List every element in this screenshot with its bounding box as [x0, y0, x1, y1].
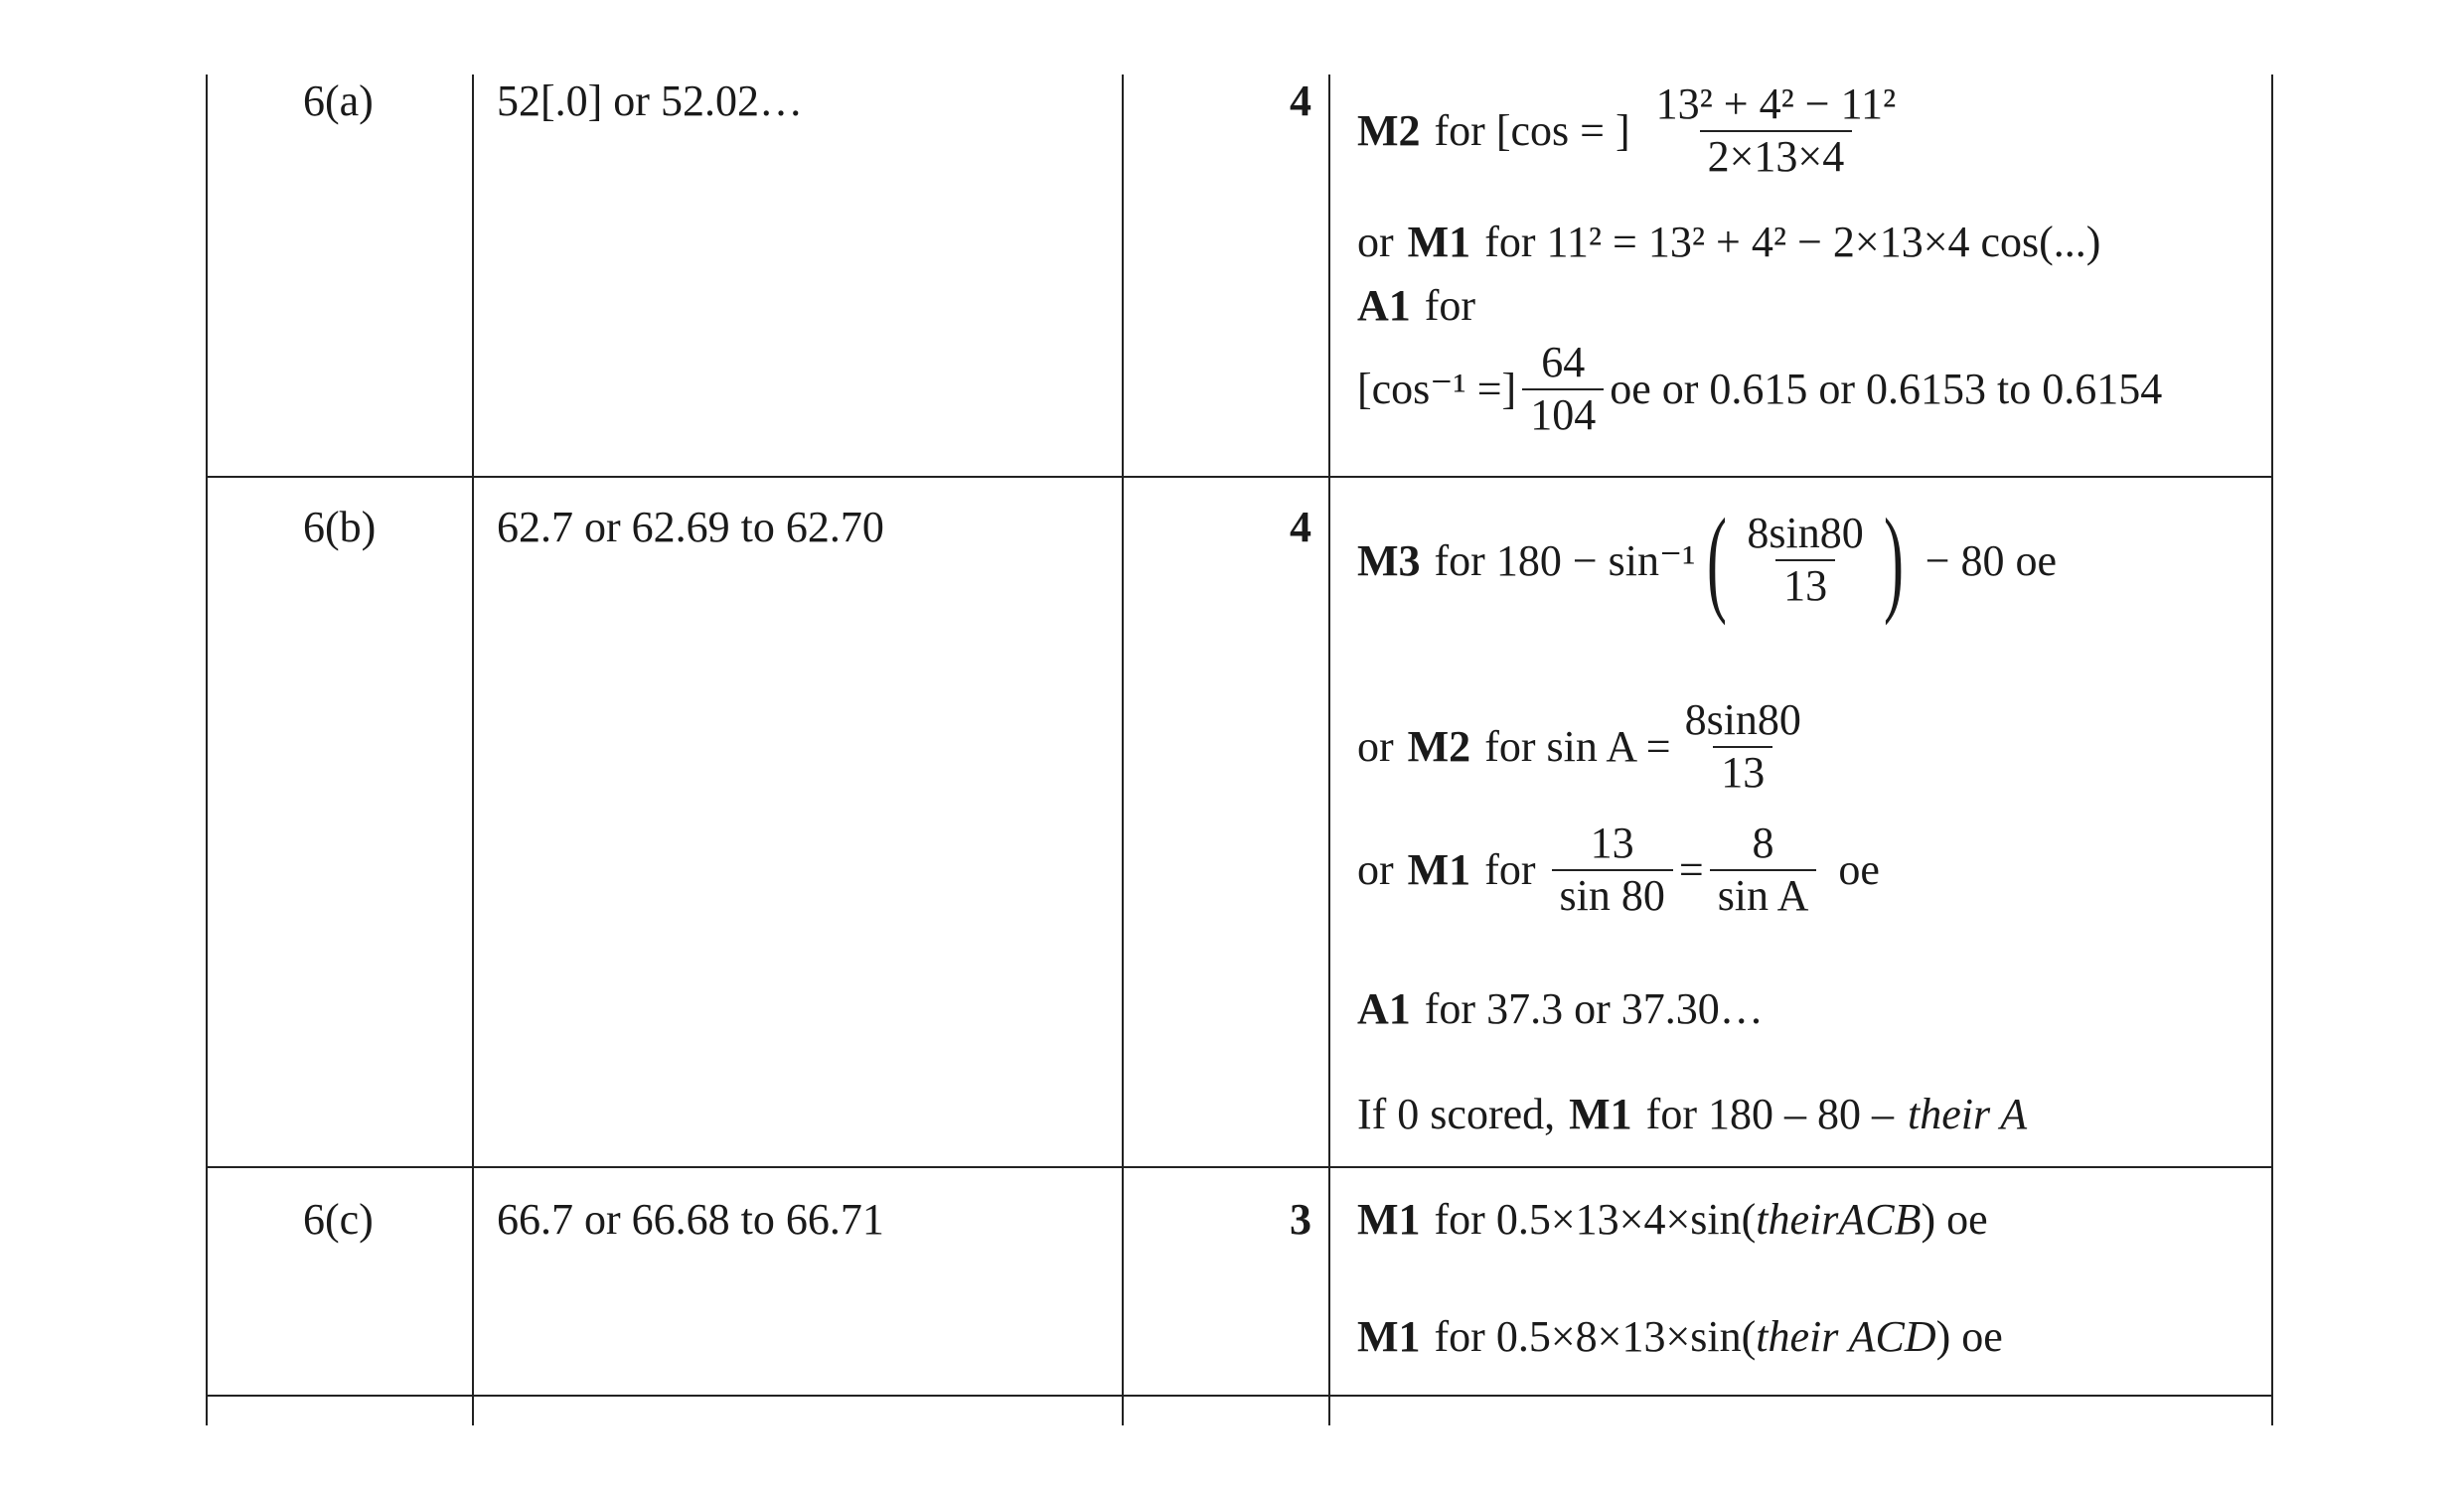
- or-text: or: [1357, 845, 1394, 895]
- guidance-text: ) oe: [1921, 1195, 1988, 1244]
- guidance-text: for 0.5×8×13×sin(: [1434, 1312, 1757, 1361]
- answer: 66.7 or 66.68 to 66.71: [497, 1195, 884, 1244]
- mark-code: M2: [1357, 106, 1421, 156]
- denominator: 2×13×4: [1700, 130, 1853, 183]
- guidance-text: for 11² = 13² + 4² − 2×13×4 cos(...): [1484, 218, 2101, 266]
- numerator: 8: [1752, 819, 1774, 867]
- guidance-text: for 180 − sin⁻¹: [1434, 535, 1696, 585]
- guidance-text: If 0 scored,: [1357, 1090, 1556, 1138]
- mark-code: M1: [1407, 845, 1471, 895]
- row-divider-1: [206, 476, 2273, 478]
- mark-code: M1: [1407, 218, 1471, 266]
- marks: 4: [1290, 76, 1311, 125]
- guidance-a1: [1357, 280, 1475, 331]
- guidance-a1: [1357, 983, 1764, 1034]
- left-paren: (: [1707, 494, 1728, 626]
- fraction: [1710, 819, 1817, 921]
- guidance-m1-acd: [1357, 1311, 2003, 1362]
- fraction: [1648, 79, 1905, 182]
- guidance-text: for sin A =: [1484, 722, 1671, 772]
- mark-code: M1: [1357, 1195, 1421, 1244]
- row-divider-2: [206, 1166, 2273, 1168]
- guidance-text: for 37.3 or 37.30…: [1424, 984, 1764, 1033]
- guidance-zero-scored: [1357, 1089, 2027, 1139]
- question-number: 6(b): [303, 503, 377, 551]
- guidance-m1-acb: [1357, 1194, 1988, 1245]
- guidance-italic: their ACD: [1756, 1312, 1936, 1361]
- fraction: [1677, 695, 1809, 798]
- fraction: [1739, 509, 1871, 611]
- right-paren: ): [1883, 494, 1904, 626]
- table-border-left: [206, 74, 208, 1425]
- guidance-text: for 180 – 80 –: [1645, 1090, 1894, 1138]
- answer: 52[.0] or 52.02…: [497, 76, 803, 125]
- guidance-italic: their A: [1907, 1090, 2028, 1138]
- guidance-text: ) oe: [1935, 1312, 2003, 1361]
- table-border-right: [2271, 74, 2273, 1425]
- denominator: 13: [1775, 559, 1835, 612]
- guidance-text: oe: [1838, 845, 1880, 895]
- numerator: 13: [1590, 819, 1634, 867]
- numerator: 13² + 4² − 11²: [1655, 79, 1897, 128]
- marks: 3: [1290, 1195, 1311, 1244]
- guidance-m1: [1357, 217, 2100, 267]
- guidance-text: − 80 oe: [1925, 535, 2058, 585]
- denominator: 13: [1713, 746, 1772, 799]
- fraction: [1522, 338, 1604, 440]
- answer: 62.7 or 62.69 to 62.70: [497, 503, 884, 551]
- guidance-text: for [cos = ]: [1434, 106, 1630, 156]
- guidance-text: for 0.5×13×4×sin(: [1434, 1195, 1757, 1244]
- denominator: 104: [1522, 388, 1604, 441]
- mark-code: M1: [1357, 1312, 1421, 1361]
- inverse-cos: [cos⁻¹ =]: [1357, 365, 1517, 414]
- mark-code: M3: [1357, 535, 1421, 585]
- guidance-m2: [1357, 695, 1815, 798]
- guidance-italic: theirACB: [1756, 1195, 1922, 1244]
- denominator: sin A: [1710, 869, 1817, 922]
- equals-sign: =: [1678, 845, 1704, 895]
- column-divider-1: [472, 74, 474, 1425]
- mark-code: A1: [1357, 984, 1411, 1033]
- column-divider-3: [1328, 74, 1330, 1425]
- numerator: 8sin80: [1684, 695, 1801, 744]
- question-number: 6(c): [303, 1195, 374, 1244]
- denominator: sin 80: [1552, 869, 1673, 922]
- numerator: 64: [1541, 338, 1586, 386]
- mark-code: M1: [1569, 1090, 1632, 1138]
- marks: 4: [1290, 503, 1311, 551]
- row-divider-3: [206, 1395, 2273, 1397]
- or-text: or: [1357, 722, 1394, 772]
- guidance-text: oe or 0.615 or 0.6153 to 0.6154: [1610, 365, 2163, 414]
- mark-code: A1: [1357, 281, 1411, 330]
- question-number: 6(a): [303, 76, 374, 125]
- numerator: 8sin80: [1747, 509, 1864, 558]
- guidance-text: for: [1424, 281, 1476, 330]
- guidance-m2: [1357, 79, 1910, 182]
- guidance-m3: [1357, 494, 2058, 626]
- fraction: [1552, 819, 1673, 921]
- column-divider-2: [1122, 74, 1124, 1425]
- guidance-text: for: [1484, 845, 1536, 895]
- or-text: or: [1357, 218, 1394, 266]
- mark-code: M2: [1407, 722, 1471, 772]
- guidance-a1-expression: [1357, 338, 2162, 440]
- guidance-m1: [1357, 819, 1880, 921]
